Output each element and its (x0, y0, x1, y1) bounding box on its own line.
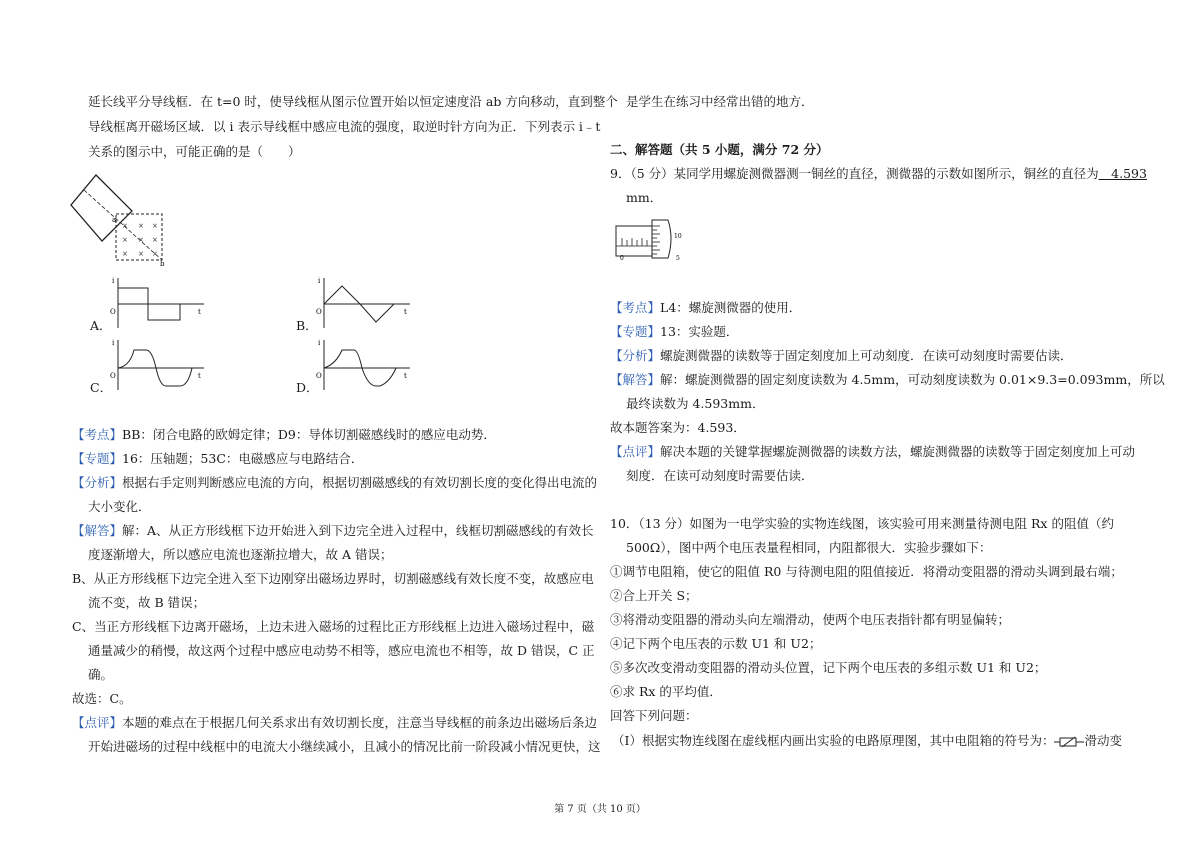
svg-text:i: i (318, 277, 321, 285)
svg-text:×: × (152, 222, 158, 230)
r-dianping-tag: 【点评】 (610, 444, 661, 459)
zhuanti-line: 【专题】16：压轴题；53C：电磁感应与电路结合． (72, 451, 364, 466)
r-kaodian-line: 【考点】L4：螺旋测微器的使用． (610, 300, 802, 315)
jieda-line-3: B、从正方形线框下边完全进入至下边刚穿出磁场边界时，切割磁感线有效长度不变，故感应电 (72, 571, 594, 586)
step-5: ⑤多次改变滑动变阻器的滑动头位置，记下两个电压表的多组示数 U1 和 U2； (610, 660, 1047, 675)
wire-frame (71, 175, 132, 241)
zhuanti-tag: 【专题】 (72, 451, 123, 466)
thimble-scale (652, 226, 660, 254)
graph-a (108, 274, 208, 330)
svg-text:×: × (122, 250, 128, 258)
jieda-line-1: 【解答】解：A、从正方形线框下边开始进入到下边完全进入过程中，线框切割磁感线的有效长 (72, 523, 594, 538)
jieda-line-5: C、当正方形线框下边离开磁场，上边未进入磁场的过程比正方形线框上边进入磁场过程中，磁 (72, 619, 595, 634)
label-b: b (160, 260, 165, 268)
scale-label-5: 5 (676, 255, 680, 262)
svg-text:t: t (404, 308, 407, 316)
jieda-line-4: 流不变，故 B 错误； (88, 595, 206, 610)
scale-label-10: 10 (674, 233, 682, 240)
section-title: 二、解答题（共 5 小题，满分 72 分） (610, 142, 829, 157)
answer-line: 故选：C。 (72, 691, 132, 706)
r-jieda-tag: 【解答】 (610, 372, 661, 387)
field-square-figure (66, 170, 196, 270)
step-6: ⑥求 Rx 的平均值． (610, 684, 722, 699)
graph-d (314, 336, 414, 392)
dianping-line-2: 开始进磁场的过程中线框中的电流大小继续减小，且减小的情况比前一阶段减小情况更快，这 (88, 739, 601, 754)
option-a-label: A． (90, 318, 112, 333)
question-line-2: 导线框离开磁场区域．以 i 表示导线框中感应电流的强度，取逆时针方向为正．下列表示 i﹣t (88, 119, 601, 134)
graph-b (314, 274, 414, 330)
graph-c (108, 336, 208, 392)
option-c-label: C． (90, 380, 113, 395)
svg-text:O: O (110, 308, 116, 316)
r-zhuanti-tag: 【专题】 (610, 324, 661, 339)
dianping-line-1: 【点评】本题的难点在于根据几何关系求出有效切割长度，注意当导线框的前条边出磁场后条边 (72, 715, 598, 730)
svg-text:×: × (122, 236, 128, 244)
step-1: ①调节电阻箱，使它的阻值 R0 与待测电阻的阻值接近．将滑动变阻器的滑动头调到最右端； (610, 564, 1123, 579)
svg-text:i: i (112, 339, 115, 347)
jieda-line-2: 度逐渐增大，所以感应电流也逐渐拉增大，故 A 错误； (88, 547, 393, 562)
kaodian-line: 【考点】BB：闭合电路的欧姆定律；D9：导体切割磁感线时的感应电动势． (72, 427, 496, 442)
q9-line: 9．（5 分）某同学用螺旋测微器测一铜丝的直径，测微器的示数如图所示，铜丝的直径为 4.593 (610, 166, 1147, 181)
jieda-line-6: 通量减少的稍慢，故这两个过程中感应电动势不相等，感应电流也不相等，故 D 错误，C 正 (88, 643, 595, 658)
svg-text:t: t (404, 372, 407, 380)
label-a: a (112, 216, 117, 224)
r-kaodian-tag: 【考点】 (610, 300, 661, 315)
dianping-cont: 是学生在练习中经常出错的地方． (626, 94, 814, 109)
kaodian-tag: 【考点】 (72, 427, 123, 442)
svg-text:×: × (138, 222, 144, 230)
option-b-label: B． (296, 318, 318, 333)
field-marks (122, 222, 158, 258)
r-dianping-line-2: 刻度．在读可动刻度时需要估读． (626, 468, 814, 483)
svg-text:O: O (316, 372, 322, 380)
step-2: ②合上开关 S； (610, 588, 698, 603)
step-3: ③将滑动变阻器的滑动头向左端滑动，使两个电压表指针都有明显偏转； (610, 612, 1011, 627)
step-4: ④记下两个电压表的示数 U1 和 U2； (610, 636, 822, 651)
svg-text:t: t (198, 308, 201, 316)
jieda-tag: 【解答】 (72, 523, 123, 538)
r-jieda-line-2: 最终读数为 4.593mm． (626, 396, 765, 411)
q10-line-1: 10．（13 分）如图为一电学实验的实物连线图，该实验可用来测量待测电阻 Rx 的阻值（约 (610, 516, 1114, 531)
q9-answer-blank: 4.593 (1098, 166, 1147, 181)
svg-text:×: × (152, 236, 158, 244)
question-line-1: 延长线平分导线框．在 t=0 时，使导线框从图示位置开始以恒定速度沿 ab 方向移动，直到整个 (88, 94, 618, 109)
dianping-tag: 【点评】 (72, 715, 123, 730)
answer-prompt: 回答下列问题： (610, 708, 698, 723)
fixed-scale (622, 238, 647, 246)
r-fenxi-tag: 【分析】 (610, 348, 661, 363)
fenxi-line-2: 大小变化． (88, 499, 151, 514)
micrometer-frame (616, 226, 652, 256)
q10-line-2: 500Ω），图中两个电压表量程相同，内阻都很大．实验步骤如下： (626, 540, 992, 555)
svg-text:×: × (138, 236, 144, 244)
question-line-3: 关系的图示中，可能正确的是（ ） (88, 144, 301, 159)
svg-text:×: × (152, 250, 158, 258)
fenxi-tag: 【分析】 (72, 475, 123, 490)
sub-question-1: （Ⅰ）根据实物连线图在虚线框内画出实验的电路原理图，其中电阻箱的符号为： 滑动变 (612, 733, 1122, 748)
svg-text:i: i (112, 277, 115, 285)
resistor-box-symbol-icon (1054, 736, 1084, 748)
svg-text:×: × (138, 250, 144, 258)
r-dianping-line-1: 【点评】解决本题的关键掌握螺旋测微器的读数方法，螺旋测微器的读数等于固定刻度加上可动 (610, 444, 1136, 459)
svg-text:i: i (318, 339, 321, 347)
svg-text:O: O (316, 308, 322, 316)
q9-unit: mm． (626, 190, 663, 205)
r-fenxi-line: 【分析】螺旋测微器的读数等于固定刻度加上可动刻度．在读可动刻度时需要估读． (610, 348, 1073, 363)
r-jieda-line-1: 【解答】解：螺旋测微器的固定刻度读数为 4.5mm，可动刻度读数为 0.01×9.3=0.093mm，所以 (610, 372, 1165, 387)
page-footer: 第 7 页（共 10 页） (554, 804, 646, 815)
r-answer-line: 故本题答案为：4.593． (610, 420, 746, 435)
svg-text:×: × (122, 222, 128, 230)
r-zhuanti-line: 【专题】13：实验题． (610, 324, 739, 339)
svg-text:O: O (110, 372, 116, 380)
svg-text:t: t (198, 372, 201, 380)
scale-label-0: 0 (620, 255, 624, 262)
option-d-label: D． (296, 380, 319, 395)
jieda-line-7: 确。 (88, 667, 114, 682)
fenxi-line-1: 【分析】根据右手定则判断感应电流的方向，根据切割磁感线的有效切割长度的变化得出电流的 (72, 475, 598, 490)
micrometer-figure (614, 212, 694, 268)
